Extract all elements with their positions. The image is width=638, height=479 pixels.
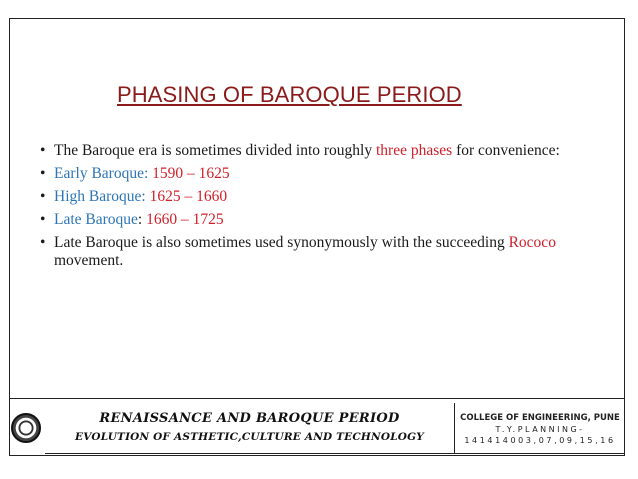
bullet-item [40, 188, 600, 206]
footer-college-block [457, 413, 623, 446]
bullet-dot-icon: • [40, 211, 46, 228]
college-emblem-icon [11, 413, 41, 443]
footer-title: RENAISSANCE AND BAROQUE PERIOD [99, 411, 400, 426]
bullet-text-segment: for convenience: [452, 142, 560, 159]
bullet-text-segment: 1625 – 1660 [149, 188, 228, 205]
bullet-text-segment: Rococo [508, 234, 556, 251]
roll-numbers: 141414003,07,09,15,16 [464, 436, 616, 445]
bullet-text-segment: Late Baroque is also sometimes used synonymously with the succeeding [54, 234, 509, 251]
bullet-list [40, 142, 600, 275]
bullet-dot-icon: • [40, 234, 46, 251]
bullet-text-segment: three phases [376, 142, 453, 159]
bullet-text-segment: 1590 – 1625 [152, 165, 230, 182]
college-name: COLLEGE OF ENGINEERING, PUNE [460, 413, 620, 423]
bullet-item [40, 142, 600, 160]
bullet-text-segment: : [137, 211, 147, 228]
footer [9, 398, 625, 456]
class-label: T.Y.PLANNING- [495, 425, 585, 434]
bullet-dot-icon: • [40, 142, 46, 159]
bullet-text-segment: High Baroque: [54, 188, 150, 205]
bullet-dot-icon: • [40, 165, 46, 182]
bullet-text-segment: Early Baroque: [54, 165, 153, 182]
bullet-item [40, 234, 600, 270]
bullet-text-segment: The Baroque era is sometimes divided into roughly [54, 142, 376, 159]
footer-course-block [45, 403, 455, 453]
slide-title: PHASING OF BAROQUE PERIOD [117, 82, 462, 107]
bullet-item [40, 211, 600, 229]
bullet-text-segment: movement. [54, 252, 124, 269]
footer-subtitle: EVOLUTION OF ASTHETIC,CULTURE AND TECHNOLOGY [74, 431, 424, 443]
bullet-item [40, 165, 600, 183]
bullet-dot-icon: • [40, 188, 46, 205]
footer-divider [45, 453, 625, 454]
bullet-text-segment: Late Baroque [54, 211, 138, 228]
bullet-text-segment: 1660 – 1725 [146, 211, 224, 228]
